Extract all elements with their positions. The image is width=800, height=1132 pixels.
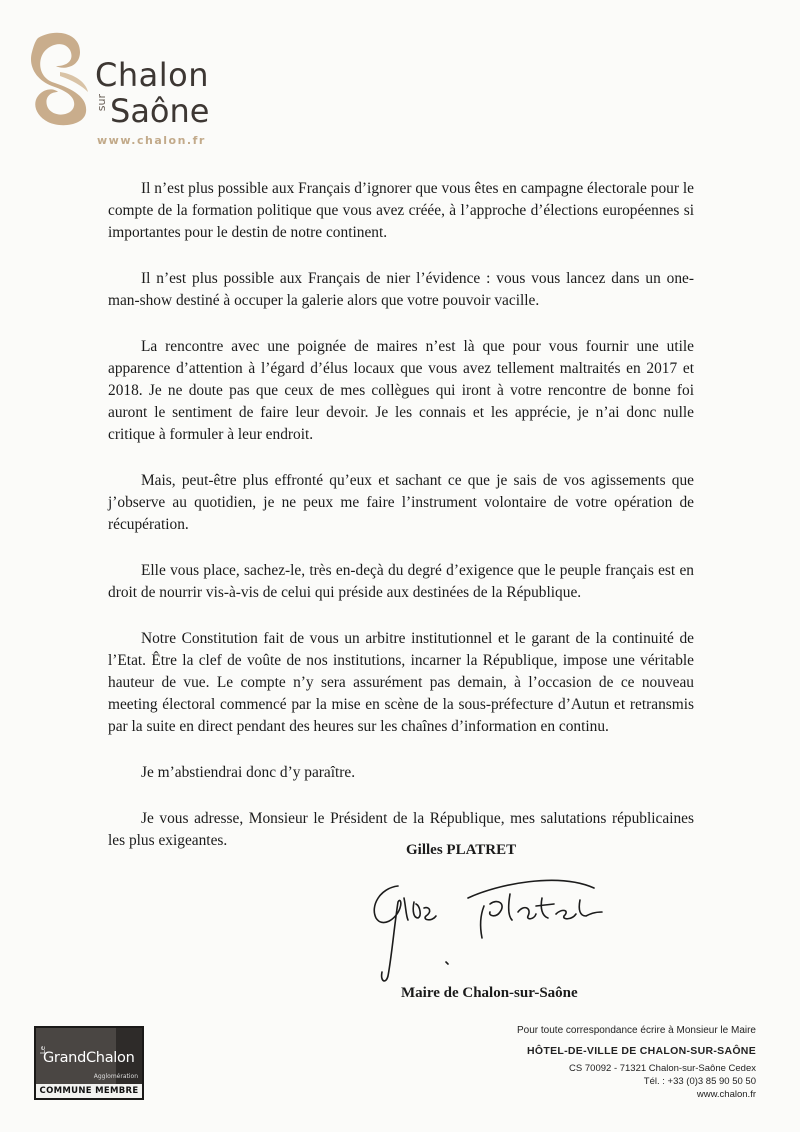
- contact-block: [517, 1024, 756, 1101]
- letter-body: [108, 178, 694, 876]
- contact-website: www.chalon.fr: [696, 1089, 756, 1100]
- paragraph: Je vous adresse, Monsieur le Président de la République, mes salutations républicaines les plus exigeantes.: [108, 810, 694, 849]
- badge-name: GrandChalon: [43, 1050, 135, 1066]
- city-logo: [30, 26, 250, 147]
- paragraph: Mais, peut-être plus effronté qu’eux et sachant ce que je sais de vos agissements que j’observe au quotidien, je ne peux me faire l’instrument volontaire de votre opération de récupération.: [108, 472, 694, 533]
- logo-sur: sur: [95, 94, 108, 112]
- phone-number: Tél. : +33 (0)3 85 90 50 50: [643, 1076, 756, 1087]
- paragraph: Notre Constitution fait de vous un arbitre institutionnel et le garant de la continuité de l’Etat. Être la clef de voûte de nos institutions, incarner la République, impose une véritable hauteur de vue. Le compte n’y sera assurément pas demain, à l’occasion de ce nouveau meeting électoral commencé par la mise en scène de la sous-préfecture d’Autun et retransmis par la suite en direct pendant des heures sur les chaînes d’information en continu.: [108, 630, 694, 735]
- hotel-de-ville: HÔTEL-DE-VILLE DE CHALON-SUR-SAÔNE: [527, 1045, 756, 1057]
- chalon-logo-mark-icon: [30, 26, 94, 126]
- paragraph: Il n’est plus possible aux Français d’ignorer que vous êtes en campagne électorale pour le compte de la formation politique que vous avez créée, à l’approche d’élections européennes si importantes pour le destin de notre continent.: [108, 180, 694, 241]
- logo-river-name: Saône: [110, 92, 210, 130]
- correspondence-note: Pour toute correspondance écrire à Monsieur le Maire: [516, 1025, 756, 1036]
- logo-website: www.chalon.fr: [97, 134, 206, 147]
- signatory-name: Gilles PLATRET: [406, 842, 517, 858]
- badge-agglomeration: Agglomération: [93, 1073, 138, 1080]
- paragraph: Elle vous place, sachez-le, très en-deçà du degré d’exigence que le peuple français est en droit de nourrir vis-à-vis de celui qui préside aux destinées de la République.: [108, 562, 694, 601]
- paragraph: La rencontre avec une poignée de maires n’est là que pour vous fournir une utile apparence d’attention à l’égard d’élus locaux que vous avez tellement maltraités en 2017 et 2018. Je ne doute pas que ceux de mes collègues qui iront à votre rencontre de bonne foi auront le sentiment de faire leur devoir. Je les connais et les apprécie, je n’ai donc nulle critique à formuler à leur endroit.: [108, 338, 694, 443]
- paragraph: Je m’abstiendrai donc d’y paraître.: [141, 764, 356, 781]
- signatory-title: Maire de Chalon-sur-Saône: [401, 985, 578, 1001]
- badge-le: Le: [39, 1045, 47, 1054]
- postal-address: CS 70092 - 71321 Chalon-sur-Saône Cedex: [569, 1063, 756, 1074]
- badge-member-label: COMMUNE MEMBRE: [36, 1084, 142, 1098]
- grand-chalon-badge: [34, 1026, 144, 1100]
- paragraph: Il n’est plus possible aux Français de nier l’évidence : vous vous lancez dans un one-man-show destiné à occuper la galerie alors que votre pouvoir vacille.: [108, 270, 694, 309]
- logo-city-name: Chalon: [95, 56, 209, 94]
- handwritten-signature: [358, 858, 618, 988]
